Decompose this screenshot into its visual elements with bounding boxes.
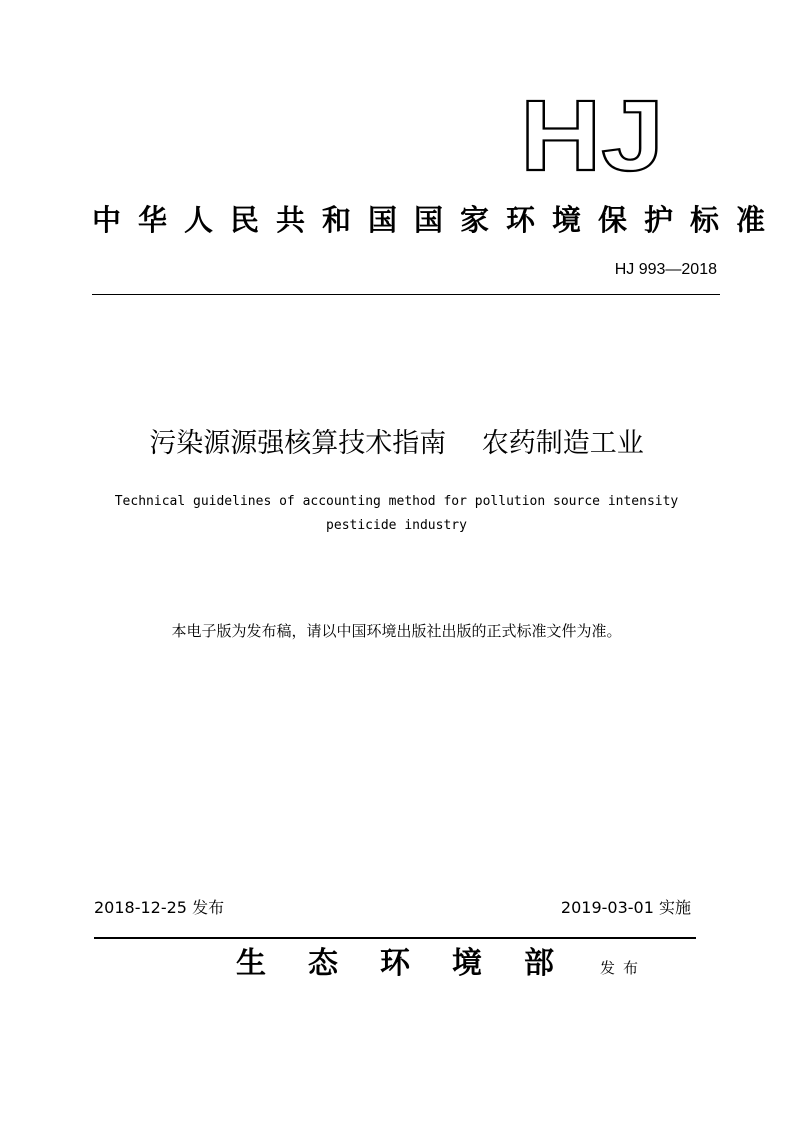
english-title-line-2: pesticide industry [326,518,467,533]
footer-divider [94,937,696,939]
implementation-date: 2019-03-01 实施 [560,898,691,917]
document-title-english [0,490,793,538]
header-divider [92,294,720,295]
electronic-edition-notice: 本电子版为发布稿，请以中国环境出版社出版的正式标准文件为准。 [171,622,622,640]
issue-date: 2018-12-25 发布 [94,898,225,917]
hj-logo [518,92,668,178]
publish-label: 发布 [600,959,647,977]
english-title-line-1: Technical guidelines of accounting method for pollution source intensity [114,494,679,509]
svg-text:HJ: HJ [520,92,664,178]
issuing-ministry: 生态环境部 [236,946,596,981]
standard-number: HJ 993—2018 [614,261,717,278]
standard-category-heading: 中华人民共和国国家环境保护标准 [92,203,783,237]
document-title-chinese: 污染源源强核算技术指南 农药制造工业 [149,428,644,459]
